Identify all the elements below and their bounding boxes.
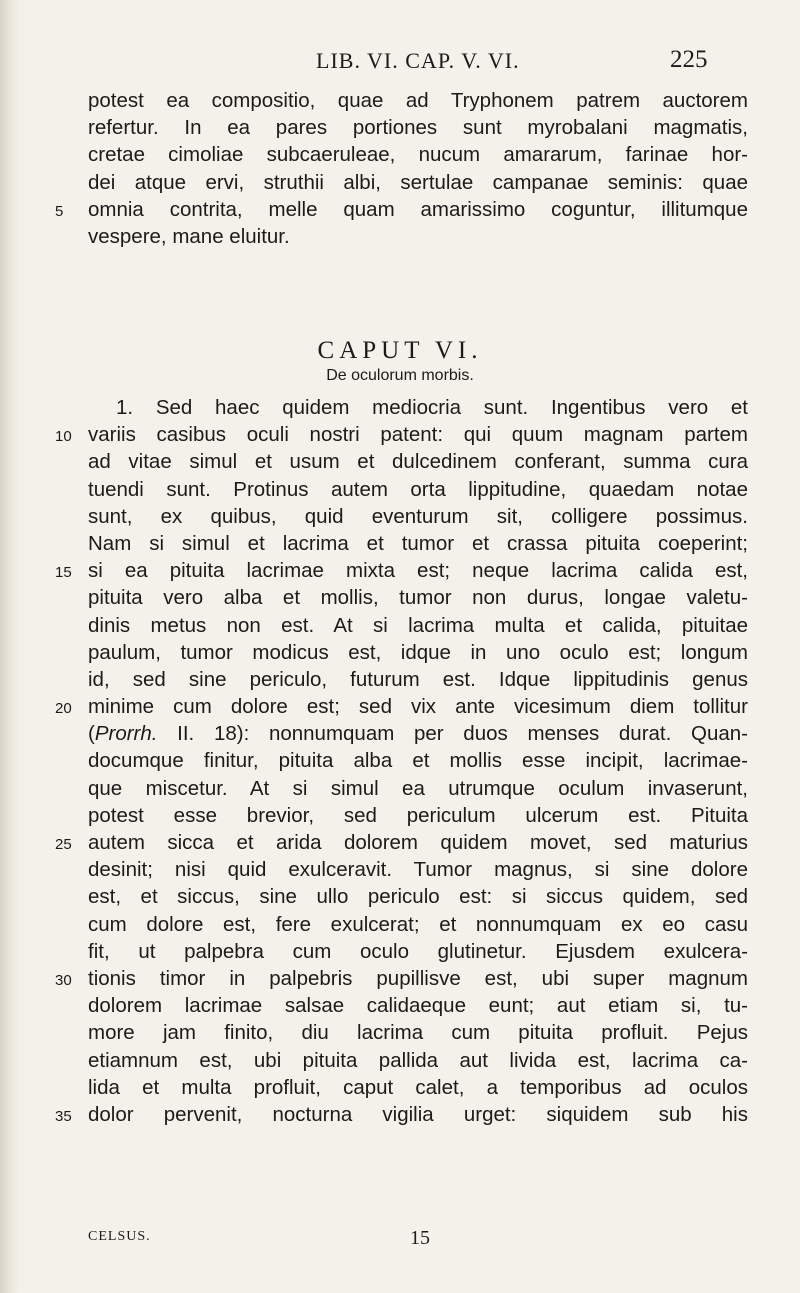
text-line: refertur. In ea pares portiones sunt myrobalani magmatis, xyxy=(88,116,748,140)
line-number: 35 xyxy=(55,1107,72,1125)
text-line: id, sed sine periculo, futurum est. Idque lippitudinis genus xyxy=(88,667,748,691)
citation-abbreviation: Prorrh. xyxy=(94,722,158,746)
text-line: potest esse brevior, sed periculum ulcerum est. Pituita xyxy=(88,803,748,827)
text-line: 30 tionis timor in palpebris pupillisve est, ubi super magnum xyxy=(88,965,748,992)
page-number: 225 xyxy=(670,46,708,73)
chapter-subtitle: De oculorum morbis. xyxy=(326,367,474,384)
text-line: lida et multa profluit, caput calet, a temporibus ad oculos xyxy=(88,1075,748,1099)
text-line: potest ea compositio, quae ad Tryphonem patrem auctorem xyxy=(88,89,748,112)
text-line: est, et siccus, sine ullo periculo est: si siccus quidem, sed xyxy=(88,885,748,909)
text-line: que miscetur. At si simul ea utrumque oculum invaserunt, xyxy=(88,776,748,800)
text-line: dei atque ervi, struthii albi, sertulae campanae seminis: quae xyxy=(88,170,748,194)
paragraph-continuation xyxy=(55,87,748,250)
line-number: 25 xyxy=(55,836,72,853)
text-line: 25 autem sicca et arida dolorem quidem movet, sed maturius xyxy=(88,829,748,856)
text-line: sunt, ex quibus, quid eventurum sit, colligere possimus. xyxy=(88,504,748,528)
line-number: 10 xyxy=(55,428,72,446)
text-line: cum dolore est, fere exulcerat; et nonnumquam ex eo casu xyxy=(88,912,748,936)
text-line: ad vitae simul et usum et dulcedinem conferant, summa cura xyxy=(88,450,748,474)
text-line: etiamnum est, ubi pituita pallida aut livida est, lacrima ca- xyxy=(88,1048,748,1072)
line-number: 30 xyxy=(55,971,72,989)
printer-signature: CELSUS. xyxy=(88,1229,151,1244)
line-number: 20 xyxy=(55,700,72,718)
chapter-paragraph xyxy=(55,394,748,1128)
text-line: tuendi sunt. Protinus autem orta lippitudine, quaedam notae xyxy=(88,477,748,501)
text-line: dinis metus non est. At si lacrima multa et calida, pituitae xyxy=(88,613,748,637)
text-line: cretae cimoliae subcaeruleae, nucum amararum, farinae hor- xyxy=(88,143,748,167)
text-line: 1. Sed haec quidem mediocria sunt. Ingentibus vero et xyxy=(116,396,748,419)
book-spine-shadow xyxy=(0,0,20,1293)
text-line: desinit; nisi quid exulceravit. Tumor magnus, si sine dolore xyxy=(88,858,748,882)
text-line: dolorem lacrimae salsae calidaeque eunt; aut etiam si, tu- xyxy=(88,994,748,1018)
text-line: vespere, mane eluitur. xyxy=(88,224,290,248)
sheet-number: 15 xyxy=(410,1227,430,1249)
chapter-title: CAPUT VI. xyxy=(317,337,483,364)
text-line: 15 si ea pituita lacrimae mixta est; neque lacrima calida est, xyxy=(88,557,748,584)
text-line: 5 omnia contrita, melle quam amarissimo coguntur, illitumque xyxy=(88,196,748,223)
text-line: 10 variis casibus oculi nostri patent: qui quum magnam partem xyxy=(88,421,748,448)
text-line: documque finitur, pituita alba et mollis esse incipit, lacrimae- xyxy=(88,749,748,773)
text-line: (Prorrh. II. 18): nonnumquam per duos menses durat. Quan- xyxy=(88,722,748,746)
text-line: Nam si simul et lacrima et tumor et crassa pituita coeperint; xyxy=(88,531,748,555)
text-line: paulum, tumor modicus est, idque in uno oculo est; longum xyxy=(88,640,748,664)
text-line: 20 minime cum dolore est; sed vix ante vicesimum diem tollitur xyxy=(88,693,748,720)
text-line: 35 dolor pervenit, nocturna vigilia urget: siquidem sub his xyxy=(88,1101,748,1128)
text-line: fit, ut palpebra cum oculo glutinetur. Ejusdem exulcera- xyxy=(88,939,748,963)
text-line: pituita vero alba et mollis, tumor non durus, longae valetu- xyxy=(88,586,748,610)
running-head: LIB. VI. CAP. V. VI. xyxy=(316,48,520,73)
page-header xyxy=(0,48,800,78)
line-number: 15 xyxy=(55,564,72,582)
line-number: 5 xyxy=(55,202,64,220)
text-line: more jam finito, diu lacrima cum pituita profluit. Pejus xyxy=(88,1021,748,1045)
